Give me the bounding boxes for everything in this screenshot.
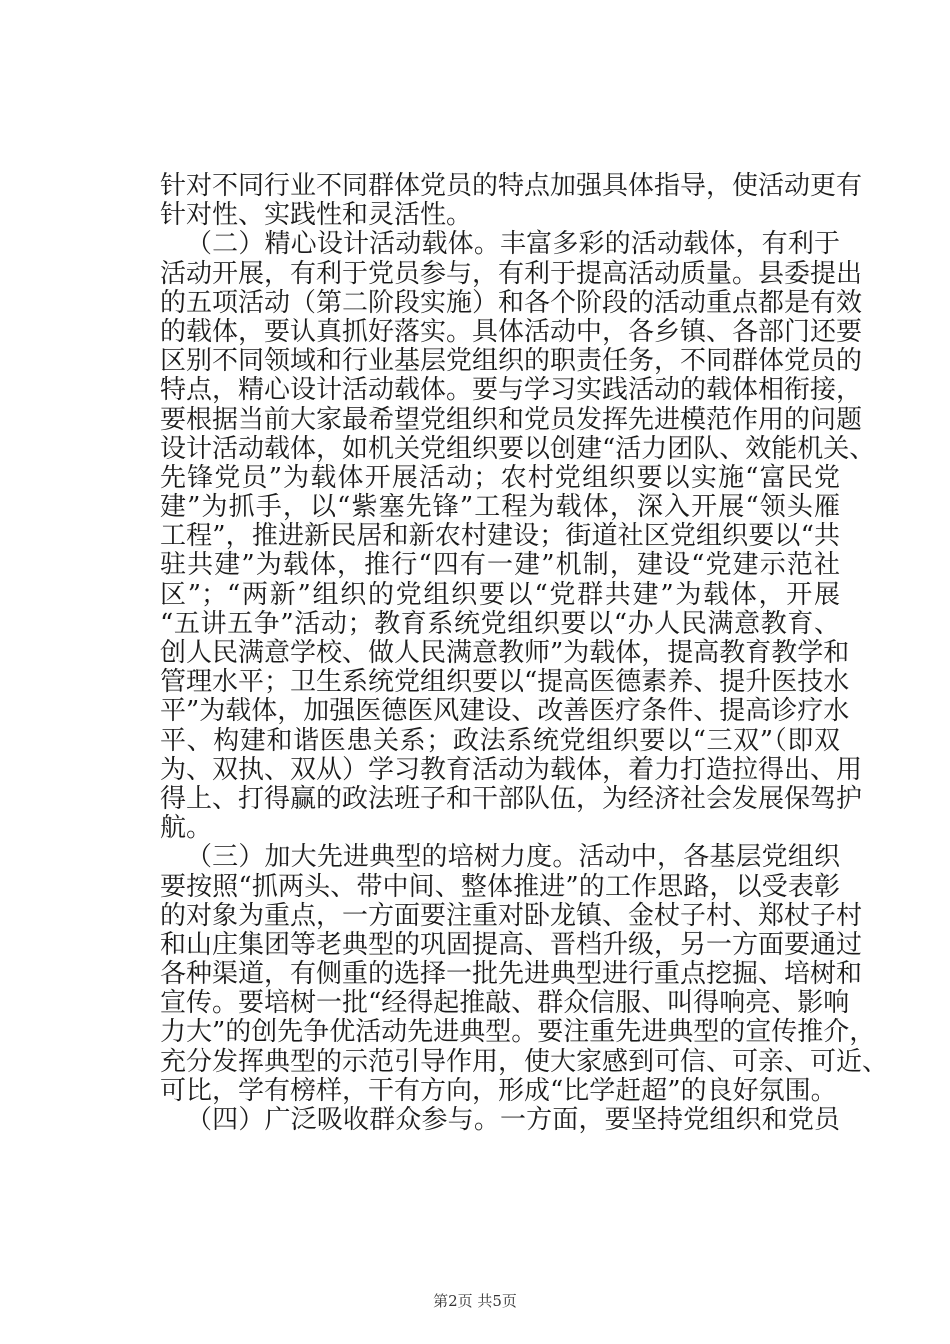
text-line: 各种渠道，有侧重的选择一批先进典型进行重点挖掘、培树和 [160,959,863,990]
text-line: 建”为抓手，以“紫塞先锋”工程为载体，深入开展“领头雁 [160,492,840,523]
text-line: 先锋党员”为载体开展活动；农村党组织要以实施“富民党 [160,462,840,493]
paragraph-heading-line: （四）广泛吸收群众参与。一方面，要坚持党组织和党员 [186,1105,840,1135]
text-line: 管理水平；卫生系统党组织要以“提高医德素养、提升医技水 [160,667,850,698]
text-line: 平、构建和谐医患关系；政法系统党组织要以“三双”（即双 [160,725,840,756]
text-line: 的对象为重点，一方面要注重对卧龙镇、金杖子村、郑杖子村 [160,900,863,931]
text-line: 针对性、实践性和灵活性。 [160,200,473,231]
paragraph-heading-line: （三）加大先进典型的培树力度。活动中，各基层党组织 [186,842,840,873]
text-line: 得上、打得赢的政法班子和干部队伍，为经济社会发展保驾护 [160,783,863,814]
text-line: 区”；“两新”组织的党组织要以“党群共建”为载体，开展 [160,579,840,610]
paragraph-heading-line: （二）精心设计活动载体。丰富多彩的活动载体，有利于 [186,229,840,260]
text-line: 驻共建”为载体，推行“四有一建”机制，建设“党建示范社 [160,550,840,581]
text-line: 可比，学有榜样，干有方向，形成“比学赶超”的良好氛围。 [160,1075,837,1106]
text-line: 航。 [160,813,213,844]
text-line: “五讲五争”活动；教育系统党组织要以“办人民满意教育、 [160,608,840,639]
body-text [160,171,889,1135]
text-line: 区别不同领域和行业基层党组织的职责任务，不同群体党员的 [160,346,863,377]
text-line: 宣传。要培树一批“经得起推敲、群众信服、叫得响亮、影响 [160,988,850,1019]
text-line: 要根据当前大家最希望党组织和党员发挥先进模范作用的问题 [160,404,863,435]
text-line: 为、双执、双从）学习教育活动为载体，着力打造拉得出、用 [160,754,863,785]
text-line: 针对不同行业不同群体党员的特点加强具体指导，使活动更有 [160,171,863,201]
text-line: 要按照“抓两头、带中间、整体推进”的工作思路，以受表彰 [160,871,840,902]
text-line: 的载体，要认真抓好落实。具体活动中，各乡镇、各部门还要 [160,316,863,347]
text-line: 力大”的创先争优活动先进典型。要注重先进典型的宣传推介， [160,1017,876,1048]
text-line: 充分发挥典型的示范引导作用，使大家感到可信、可亲、可近、 [160,1046,889,1077]
text-line: 和山庄集团等老典型的巩固提高、晋档升级，另一方面要通过 [160,929,863,960]
text-line: 工程”，推进新民居和新农村建设；街道社区党组织要以“共 [160,521,840,552]
page-footer: 第2页 共5页 [433,1292,517,1310]
text-line: 创人民满意学校、做人民满意教师”为载体，提高教育教学和 [160,638,850,668]
text-line: 活动开展，有利于党员参与，有利于提高活动质量。县委提出 [160,258,863,289]
text-line: 的五项活动（第二阶段实施）和各个阶段的活动重点都是有效 [160,287,863,318]
text-line: 平”为载体，加强医德医风建设、改善医疗条件、提高诊疗水 [160,696,850,727]
text-line: 特点，精心设计活动载体。要与学习实践活动的载体相衔接， [160,375,863,406]
text-line: 设计活动载体，如机关党组织要以创建“活力团队、效能机关、 [160,433,876,464]
